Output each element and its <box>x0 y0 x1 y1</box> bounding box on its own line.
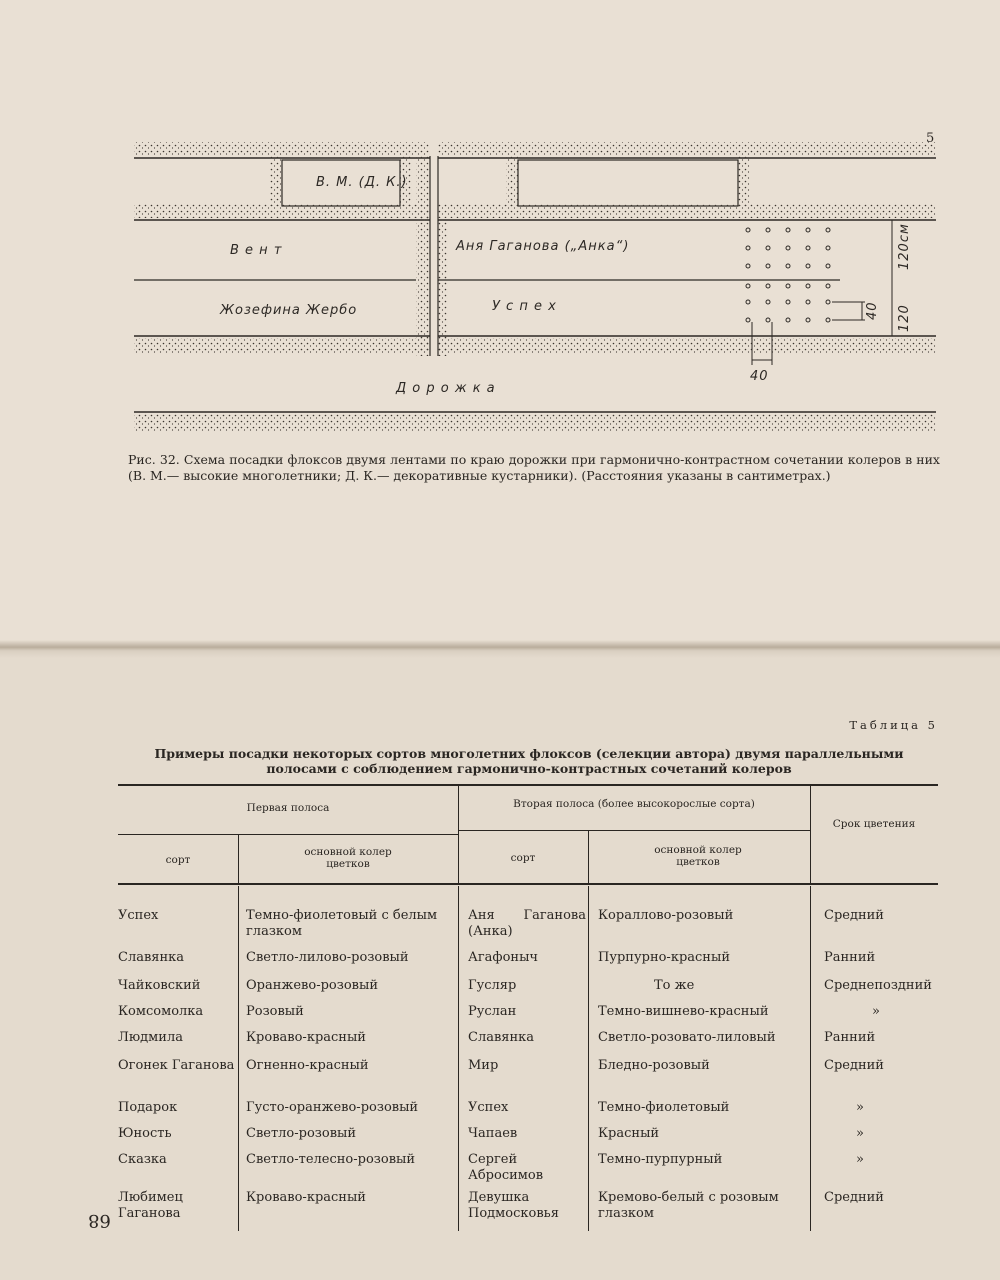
color2-cell: Кремово-белый с розовым глазком <box>598 1190 779 1221</box>
dim-40-horizontal: 40 <box>750 369 769 384</box>
sort1-cell: Юность <box>118 1126 172 1141</box>
header-first-band: Первая полоса <box>246 802 330 814</box>
color1-cell: Кроваво-красный <box>246 1030 366 1045</box>
color1-cell: Оранжево-розовый <box>246 978 378 993</box>
header-color-2: основной колер цветков <box>654 844 742 868</box>
color2-cell: Кораллово-розовый <box>598 908 734 923</box>
color1-cell: Темно-фиолетовый с белым глазком <box>246 908 438 939</box>
label-vm-dk: В. М. (Д. К.) <box>316 175 408 190</box>
sort2-cell: Чапаев <box>468 1126 518 1141</box>
road-border <box>134 414 936 432</box>
sort1-cell: Чайковский <box>118 978 201 993</box>
bloom-cell: » <box>856 1126 864 1141</box>
label-anya: Аня Гаганова („Анка“) <box>456 239 630 254</box>
header-bloom-period: Срок цветения <box>832 818 916 830</box>
bloom-cell: Средний <box>824 908 884 923</box>
color2-cell: Темно-фиолетовый <box>598 1100 730 1115</box>
color1-cell: Светло-розовый <box>246 1126 357 1141</box>
sort2-cell: Гусляр <box>468 978 517 993</box>
sort2-cell: Сергей Абросимов <box>468 1152 544 1183</box>
label-zhozefina: Жозефина Жербо <box>220 303 358 318</box>
bloom-cell: Средний <box>824 1058 884 1073</box>
sort1-cell: Славянка <box>118 950 185 965</box>
color1-cell: Светло-телесно-розовый <box>246 1152 416 1167</box>
color1-cell: Кроваво-красный <box>246 1190 366 1205</box>
color2-cell: Темно-вишнево-красный <box>598 1004 769 1019</box>
dim-120cm: 120см <box>897 223 912 270</box>
sort2-cell: Славянка <box>468 1030 535 1045</box>
sort2-cell: Мир <box>468 1058 499 1073</box>
color1-cell: Огненно-красный <box>246 1058 369 1073</box>
color2-cell: Светло-розовато-лиловый <box>598 1030 776 1045</box>
color2-cell: Красный <box>598 1126 660 1141</box>
sort2-cell: Девушка Подмосковья <box>468 1190 559 1221</box>
dim-40-vertical: 40 <box>865 301 880 320</box>
bloom-cell: Среднепоздний <box>824 978 932 993</box>
sort1-cell: Огонек Гаганова <box>118 1058 235 1073</box>
page-fold <box>0 640 1000 658</box>
header-color-1: основной колер цветков <box>304 846 392 870</box>
sort1-cell: Людмила <box>118 1030 183 1045</box>
color1-cell: Густо-оранжево-розовый <box>246 1100 419 1115</box>
bloom-cell: Ранний <box>824 950 876 965</box>
figure-caption: Рис. 32. Схема посадки флоксов двумя лентами по краю дорожки при гармонично-контрастном сочетании колеров в них (В. М.— высокие многолетники; Д. К.— декоративные кустарники). (Расстояния указаны в сантиметрах.) <box>128 452 940 483</box>
bloom-cell: » <box>856 1152 864 1167</box>
sort1-cell: Сказка <box>118 1152 167 1167</box>
sort1-cell: Любимец Гаганова <box>118 1190 183 1221</box>
header-second-band: Вторая полоса (более высокорослые сорта) <box>513 798 755 810</box>
color2-cell: Бледно-розовый <box>598 1058 710 1073</box>
bloom-cell: Ранний <box>824 1030 876 1045</box>
label-dorozhka: Д о р о ж к а <box>396 381 496 396</box>
sort2-cell: Аня Гаганова (Анка) <box>468 908 586 939</box>
label-uspekh: У с п е х <box>492 299 557 314</box>
bloom-cell: » <box>872 1004 880 1019</box>
color1-cell: Розовый <box>246 1004 304 1019</box>
top-border-right <box>438 142 936 156</box>
sort1-cell: Успех <box>118 908 159 923</box>
label-vent: В е н т <box>230 243 283 258</box>
header-sort-1: сорт <box>165 854 191 866</box>
color2-cell: То же <box>654 978 695 993</box>
table-title: Примеры посадки некоторых сортов многолетних флоксов (селекции автора) двумя параллельными полосами с соблюдением гармонично-контрастных сочетаний колеров <box>154 746 904 776</box>
planting-dots <box>746 228 830 322</box>
top-border-left <box>134 142 430 156</box>
page-number: 68 <box>88 1210 111 1231</box>
sort1-cell: Комсомолка <box>118 1004 204 1019</box>
dim-120: 120 <box>897 304 912 332</box>
color2-cell: Пурпурно-красный <box>598 950 730 965</box>
color2-cell: Темно-пурпурный <box>598 1152 723 1167</box>
sort1-cell: Подарок <box>118 1100 178 1115</box>
corner-number: 5 <box>926 131 935 146</box>
header-sort-2: сорт <box>510 852 536 864</box>
sort2-cell: Агафоныч <box>468 950 539 965</box>
shrub-box-right <box>518 160 738 206</box>
planting-diagram <box>120 120 950 450</box>
sort2-cell: Успех <box>468 1100 509 1115</box>
color1-cell: Светло-лилово-розовый <box>246 950 409 965</box>
table-header <box>118 784 938 884</box>
sort2-cell: Руслан <box>468 1004 517 1019</box>
bloom-cell: » <box>856 1100 864 1115</box>
table-label: Таблица 5 <box>849 718 938 732</box>
bloom-cell: Средний <box>824 1190 884 1205</box>
